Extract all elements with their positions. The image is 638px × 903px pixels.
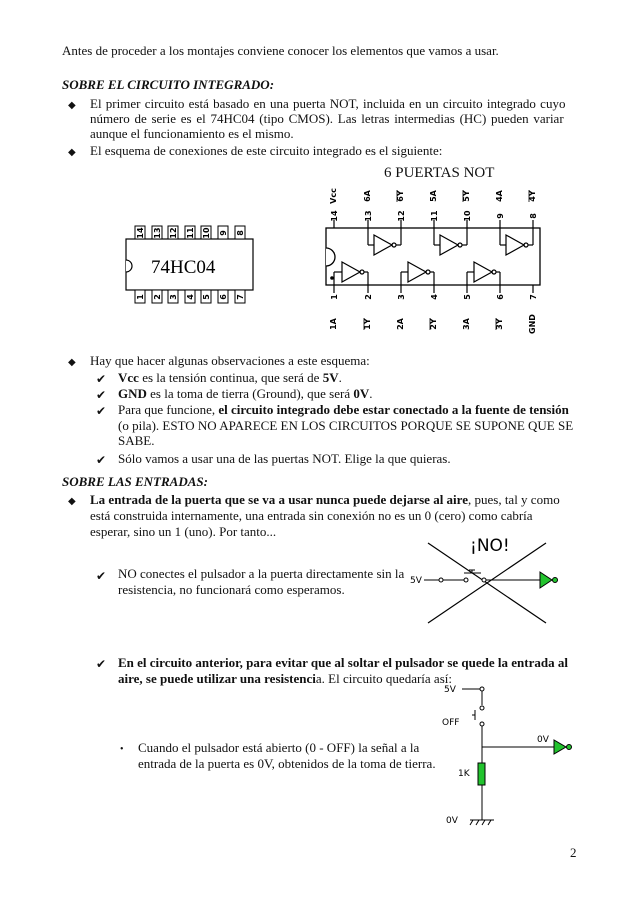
pinout-label: 10	[463, 210, 472, 222]
pinout-label: 1A	[329, 318, 338, 330]
checkmark-icon: ✔	[96, 569, 107, 583]
checkmark-icon: ✔	[96, 453, 107, 467]
chip-pin-number: 14	[136, 227, 145, 239]
pinout-label: 2A	[396, 318, 405, 330]
pinout-schematic	[312, 186, 552, 338]
wrong-circuit-title: ¡NO!	[470, 536, 510, 556]
pinout-label: 4Y	[528, 190, 537, 202]
chip-pin-number: 11	[186, 227, 195, 239]
pinout-label: 9	[496, 213, 505, 219]
not-gate-icon	[334, 262, 500, 285]
observation-vcc: Vcc es la tensión continua, que será de 5V.	[118, 370, 342, 385]
paragraph-line: Cuando el pulsador está abierto (0 - OFF) la señal a la	[138, 740, 420, 755]
paragraph-line: NO conectes el pulsador a la puerta directamente sin la	[118, 566, 405, 581]
pinout-label: 8	[529, 213, 538, 219]
chip-pin-number: 7	[236, 294, 245, 300]
pulldown-circuit-diagram	[440, 680, 580, 830]
pinout-label: 7	[529, 294, 538, 300]
pinout-label: 1	[330, 294, 339, 300]
paragraph-line: aunque el funcionamiento es el mismo.	[90, 126, 294, 141]
paragraph-line: (o pila). ESTO NO APARECE EN LOS CIRCUITOS PORQUE SE SUPONE QUE SE	[118, 418, 574, 433]
pinout-label: 6	[496, 294, 505, 300]
chip-pin-number: 12	[169, 227, 178, 239]
paragraph-line: El primer circuito está basado en una puerta NOT, incluida en un circuito integrado cuyo	[90, 96, 566, 111]
chip-notch-icon	[126, 260, 132, 272]
paragraph-line: En el circuito anterior, para evitar que al soltar el pulsador se quede la entrada al	[118, 655, 568, 670]
wrong-circuit-diagram	[406, 530, 576, 625]
bullet-icon: ◆	[68, 147, 76, 158]
pinout-label: 3	[397, 294, 406, 300]
bullet-icon: ◆	[68, 357, 76, 368]
page-number: 2	[570, 845, 577, 860]
section-heading-inputs: SOBRE LAS ENTRADAS:	[62, 474, 208, 489]
pinout-title: 6 PUERTAS NOT	[384, 165, 495, 181]
paragraph-line: aire, se puede utilizar una resistencia. El circuito quedaría así:	[118, 671, 452, 686]
pinout-label: 6A	[363, 190, 372, 202]
chip-pin-number: 5	[202, 294, 211, 300]
chip-pin-number: 1	[136, 294, 145, 300]
paragraph-line: Sólo vamos a usar una de las puertas NOT. Elige la que quieras.	[118, 451, 451, 466]
pinout-label: 4	[430, 294, 439, 300]
not-gate-icon	[540, 572, 552, 588]
chip-pin-number: 6	[219, 294, 228, 300]
bullet-icon: ◆	[68, 496, 76, 507]
pinout-label: 5Y	[462, 190, 471, 202]
not-gate-icon	[368, 228, 533, 255]
chip-pin-number: 10	[202, 227, 211, 239]
chip-pin-number: 3	[169, 294, 178, 300]
voltage-label: 5V	[444, 685, 456, 695]
checkmark-icon: ✔	[96, 388, 107, 402]
pinout-label: 5A	[429, 190, 438, 202]
chip-pin-number: 13	[153, 227, 162, 239]
pinout-label: 2	[364, 294, 373, 300]
paragraph-line: Hay que hacer algunas observaciones a este esquema:	[90, 353, 370, 368]
output-label: 0V	[537, 735, 549, 745]
chip-pin-number: 9	[219, 230, 228, 236]
section-heading-integrated-circuit: SOBRE EL CIRCUITO INTEGRADO:	[62, 77, 275, 92]
paragraph-line: SABE.	[118, 433, 155, 448]
pinout-label: 4A	[495, 190, 504, 202]
intro-text: Antes de proceder a los montajes conviene conocer los elementos que vamos a usar.	[62, 43, 499, 58]
checkmark-icon: ✔	[96, 372, 107, 386]
observation-gnd: GND es la toma de tierra (Ground), que será 0V.	[118, 386, 373, 401]
not-gate-icon	[554, 740, 566, 754]
pinout-label: GND	[528, 314, 537, 334]
paragraph-line: esperar, sino un 1 (uno). Por tanto...	[90, 524, 277, 539]
paragraph-line: está construida internamente, una entrada sin conexión no es un 0 (cero) como cabría	[90, 508, 533, 523]
pinout-label: 2Y	[429, 318, 438, 330]
paragraph-line: entrada de la puerta es 0V, obtenidos de la toma de tierra.	[138, 756, 436, 771]
voltage-label: 5V	[410, 576, 422, 586]
paragraph-line: resistencia, no funcionará como esperamos.	[118, 582, 345, 597]
switch-state-label: OFF	[442, 718, 460, 728]
chip-pin-number: 2	[153, 294, 162, 300]
paragraph-line: número de serie es el 74HC04 (tipo CMOS). Las letras intermedias (HC) pueden variar	[90, 111, 564, 126]
chip-pin-number: 4	[186, 294, 195, 300]
ground-label: 0V	[446, 816, 458, 826]
pinout-label: 5	[463, 294, 472, 300]
paragraph-line: La entrada de la puerta que se va a usar nunca puede dejarse al aire, pues, tal y como	[90, 492, 560, 507]
pinout-label: 3A	[462, 318, 471, 330]
chip-part-label: 74HC04	[151, 257, 216, 278]
pinout-label: Vcc	[329, 188, 338, 204]
bullet-icon: ◆	[68, 100, 76, 111]
pinout-label: 13	[364, 210, 373, 222]
pinout-label: 3Y	[495, 318, 504, 330]
pinout-label: 6Y	[396, 190, 405, 202]
pinout-label: 12	[397, 210, 406, 222]
checkmark-icon: ✔	[96, 657, 107, 671]
bullet-dot-icon: •	[120, 744, 124, 755]
pinout-label: 1Y	[363, 318, 372, 330]
observation-power: Para que funcione, el circuito integrado debe estar conectado a la fuente de tensión	[118, 402, 569, 417]
pinout-label: 14	[330, 210, 339, 222]
chip-package-diagram	[118, 222, 258, 306]
paragraph-line: El esquema de conexiones de este circuito integrado es el siguiente:	[90, 143, 443, 158]
checkmark-icon: ✔	[96, 404, 107, 418]
resistor-label: 1K	[458, 769, 470, 779]
chip-pin-number: 8	[236, 230, 245, 236]
resistor-icon	[478, 763, 485, 785]
pinout-label: 11	[430, 210, 439, 222]
